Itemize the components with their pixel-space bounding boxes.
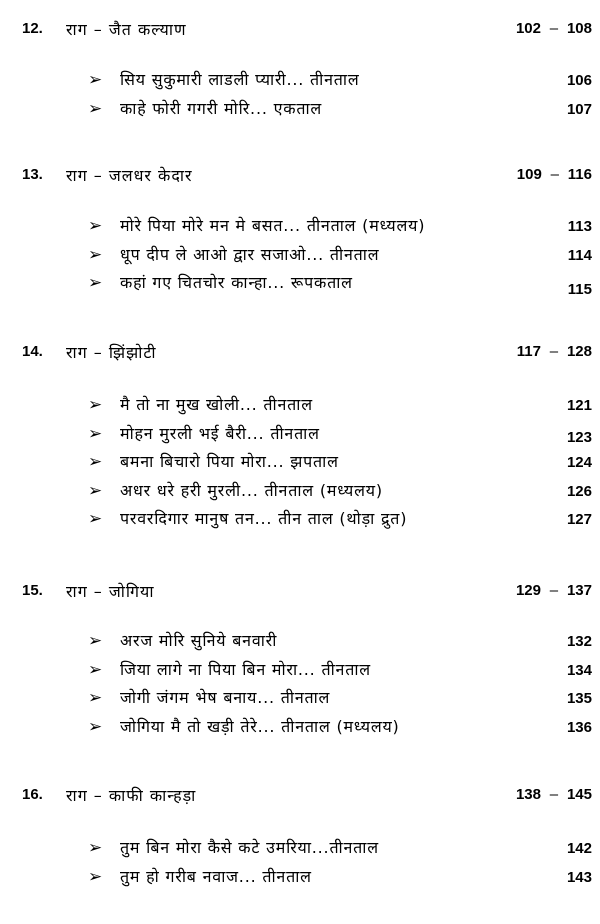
raga-section-12: [0, 20, 600, 125]
item-title: तुम हो गरीब नवाज... तीनताल: [120, 866, 312, 886]
list-item: [0, 68, 600, 97]
item-page-number: 123: [566, 428, 592, 446]
list-item: [0, 629, 600, 658]
item-title: कहां गए चितचोर कान्हा... रूपकताल: [120, 273, 353, 292]
arrow-bullet-icon: ➢: [88, 244, 103, 265]
item-page-number: 126: [566, 482, 592, 500]
list-item: [0, 507, 600, 536]
item-title: जोगिया मै तो खड़ी तेरे... तीनताल (मध्यलय): [120, 716, 400, 736]
item-page-number: 134: [566, 661, 592, 679]
list-item: [0, 715, 600, 744]
raga-header: [0, 166, 600, 196]
range-end: 145: [566, 786, 592, 803]
arrow-bullet-icon: ➢: [88, 716, 103, 737]
item-title: मै तो ना मुख खोली... तीनताल: [120, 395, 313, 414]
raga-section-14: [0, 343, 600, 536]
range-start: 109: [516, 166, 542, 183]
arrow-bullet-icon: ➢: [88, 216, 103, 236]
item-page-number: 143: [566, 868, 592, 886]
range-separator: –: [549, 20, 559, 37]
item-title: धूप दीप ले आओ द्वार सजाओ... तीनताल: [120, 244, 380, 264]
raga-section-15: [0, 582, 600, 743]
raga-header: [0, 582, 600, 612]
list-item: [0, 836, 600, 865]
list-item: [0, 214, 600, 243]
range-start: 117: [516, 343, 541, 360]
section-number: 15.: [22, 582, 43, 599]
raga-section-16: [0, 786, 600, 893]
list-item: [0, 865, 600, 894]
item-title: जिया लागे ना पिया बिन मोरा... तीनताल: [120, 659, 371, 679]
section-number: 13.: [22, 166, 43, 183]
raga-header: [0, 343, 600, 373]
arrow-bullet-icon: ➢: [88, 452, 103, 472]
item-page-number: 136: [566, 718, 592, 736]
range-separator: –: [549, 343, 559, 360]
list-item: [0, 271, 600, 300]
raga-title: राग – जैत कल्याण: [66, 20, 187, 39]
list-item: [0, 479, 600, 508]
item-page-number: 121: [566, 397, 592, 414]
raga-section-13: [0, 166, 600, 300]
range-end: 116: [567, 166, 592, 183]
arrow-bullet-icon: ➢: [88, 98, 103, 119]
item-list: [0, 393, 600, 536]
raga-title: राग – जलधर केदार: [66, 166, 193, 185]
item-page-number: 114: [567, 246, 592, 264]
range-end: 137: [566, 582, 592, 599]
item-page-number: 135: [566, 690, 592, 707]
page-range: [516, 20, 592, 37]
page-range: [516, 786, 592, 803]
item-title: मोरे पिया मोरे मन मे बसत... तीनताल (मध्यलय): [120, 216, 426, 235]
page-range: [516, 582, 592, 599]
item-title: मोहन मुरली भई बैरी... तीनताल: [120, 423, 320, 443]
arrow-bullet-icon: ➢: [88, 631, 103, 651]
item-page-number: 124: [566, 454, 592, 471]
arrow-bullet-icon: ➢: [88, 866, 103, 887]
item-list: [0, 214, 600, 300]
range-start: 129: [515, 582, 541, 599]
list-item: [0, 450, 600, 479]
item-page-number: 127: [566, 511, 592, 528]
list-item: [0, 422, 600, 451]
list-item: [0, 658, 600, 687]
item-title: बमना बिचारो पिया मोरा... झपताल: [120, 452, 339, 471]
item-title: परवरदिगार मानुष तन... तीन ताल (थोड़ा द्रुत): [120, 509, 408, 528]
arrow-bullet-icon: ➢: [88, 480, 103, 501]
item-page-number: 107: [566, 100, 592, 118]
raga-title: राग – काफी कान्हड़ा: [66, 786, 197, 805]
list-item: [0, 686, 600, 715]
arrow-bullet-icon: ➢: [88, 423, 103, 444]
item-title: काहे फोरी गगरी मोरि... एकताल: [120, 98, 323, 118]
item-page-number: 106: [566, 72, 592, 89]
item-list: [0, 629, 600, 743]
arrow-bullet-icon: ➢: [88, 70, 103, 90]
page-range: [517, 343, 592, 360]
item-title: जोगी जंगम भेष बनाय... तीनताल: [120, 688, 331, 707]
arrow-bullet-icon: ➢: [88, 688, 103, 708]
section-number: 14.: [22, 343, 43, 360]
item-title: सिय सुकुमारी लाडली प्यारी... तीनताल: [120, 70, 360, 89]
section-number: 12.: [22, 20, 43, 37]
item-page-number: 132: [566, 633, 592, 650]
range-end: 128: [566, 343, 592, 360]
range-separator: –: [549, 786, 559, 803]
item-page-number: 115: [567, 281, 592, 298]
arrow-bullet-icon: ➢: [88, 395, 103, 415]
item-list: [0, 68, 600, 125]
item-title: अधर धरे हरी मुरली... तीनताल (मध्यलय): [120, 480, 383, 500]
item-page-number: 142: [566, 840, 592, 857]
item-title: अरज मोरि सुनिये बनवारी: [120, 631, 278, 650]
item-page-number: 113: [567, 218, 592, 235]
item-list: [0, 836, 600, 893]
arrow-bullet-icon: ➢: [88, 273, 103, 293]
range-separator: –: [549, 582, 559, 599]
range-start: 102: [515, 20, 541, 37]
range-end: 108: [566, 20, 592, 37]
raga-header: [0, 20, 600, 50]
list-item: [0, 97, 600, 126]
section-number: 16.: [22, 786, 43, 803]
list-item: [0, 243, 600, 272]
arrow-bullet-icon: ➢: [88, 509, 103, 529]
raga-title: राग – झिंझोटी: [66, 343, 157, 362]
raga-title: राग – जोगिया: [66, 582, 155, 601]
arrow-bullet-icon: ➢: [88, 659, 103, 680]
range-separator: –: [550, 166, 559, 183]
raga-header: [0, 786, 600, 816]
list-item: [0, 393, 600, 422]
item-title: तुम बिन मोरा कैसे कटे उमरिया...तीनताल: [120, 838, 379, 857]
range-start: 138: [515, 786, 541, 803]
page-range: [517, 166, 592, 183]
arrow-bullet-icon: ➢: [88, 838, 103, 858]
